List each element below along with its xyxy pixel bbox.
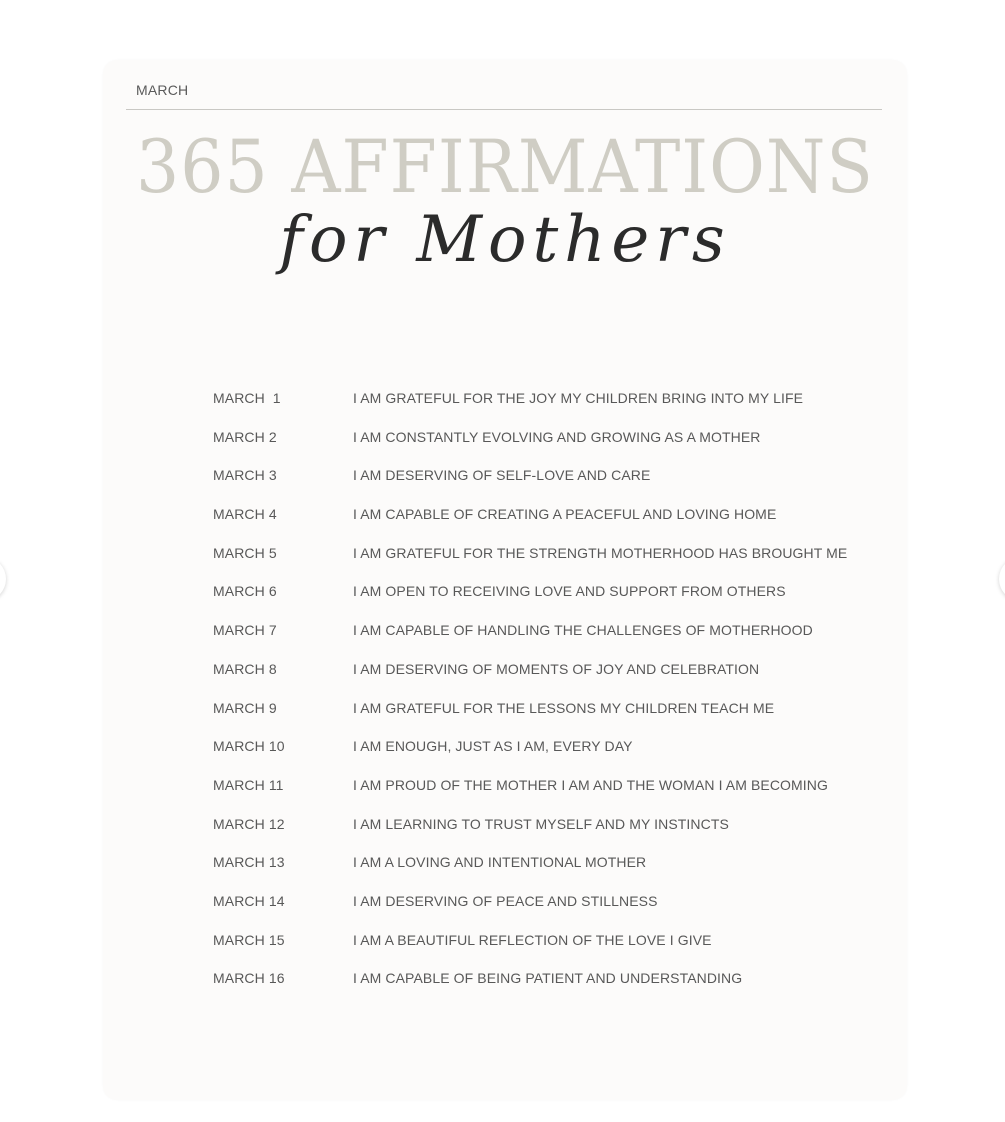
affirmation-text: I AM CAPABLE OF BEING PATIENT AND UNDERSTANDING bbox=[353, 970, 743, 987]
affirmation-date: MARCH 14 bbox=[213, 892, 285, 909]
list-item bbox=[213, 583, 863, 622]
list-item bbox=[213, 390, 863, 429]
affirmation-date: MARCH 4 bbox=[213, 506, 277, 523]
affirmation-text: I AM DESERVING OF MOMENTS OF JOY AND CELEBRATION bbox=[353, 660, 760, 677]
page-title: 365 AFFIRMATIONS bbox=[135, 124, 874, 211]
list-item bbox=[213, 506, 863, 545]
list-item bbox=[213, 970, 863, 1009]
list-item bbox=[213, 854, 863, 893]
affirmation-text: I AM LEARNING TO TRUST MYSELF AND MY INSTINCTS bbox=[353, 815, 729, 832]
list-item bbox=[213, 545, 863, 584]
affirmation-date: MARCH 3 bbox=[213, 467, 277, 484]
previous-page-button[interactable] bbox=[0, 557, 6, 601]
list-item bbox=[213, 467, 863, 506]
affirmation-text: I AM CONSTANTLY EVOLVING AND GROWING AS A MOTHER bbox=[353, 428, 761, 445]
affirmation-date: MARCH 16 bbox=[213, 970, 285, 987]
document-page bbox=[103, 60, 907, 1100]
list-item bbox=[213, 429, 863, 468]
list-item bbox=[213, 622, 863, 661]
affirmation-date: MARCH 8 bbox=[213, 660, 277, 677]
affirmation-date: MARCH 5 bbox=[213, 544, 277, 561]
affirmation-date: MARCH 7 bbox=[213, 622, 277, 639]
list-item bbox=[213, 738, 863, 777]
affirmation-date: MARCH 2 bbox=[213, 428, 277, 445]
affirmation-date: MARCH 9 bbox=[213, 699, 277, 716]
month-header: MARCH bbox=[136, 82, 189, 98]
list-item bbox=[213, 816, 863, 855]
page-subtitle-script: for Mothers bbox=[279, 203, 731, 277]
affirmation-list bbox=[213, 390, 863, 1009]
affirmation-date: MARCH 15 bbox=[213, 931, 285, 948]
affirmation-text: I AM GRATEFUL FOR THE JOY MY CHILDREN BRING INTO MY LIFE bbox=[353, 390, 804, 406]
affirmation-text: I AM OPEN TO RECEIVING LOVE AND SUPPORT FROM OTHERS bbox=[353, 583, 786, 600]
affirmation-text: I AM CAPABLE OF CREATING A PEACEFUL AND LOVING HOME bbox=[353, 506, 777, 523]
affirmation-date: MARCH 1 bbox=[213, 390, 281, 406]
list-item bbox=[213, 932, 863, 971]
affirmation-text: I AM PROUD OF THE MOTHER I AM AND THE WOMAN I AM BECOMING bbox=[353, 776, 829, 793]
header-divider bbox=[126, 109, 882, 110]
affirmation-date: MARCH 13 bbox=[213, 854, 285, 871]
affirmation-text: I AM CAPABLE OF HANDLING THE CHALLENGES OF MOTHERHOOD bbox=[353, 622, 813, 639]
next-page-button[interactable] bbox=[999, 557, 1005, 601]
affirmation-text: I AM DESERVING OF SELF-LOVE AND CARE bbox=[353, 467, 651, 484]
affirmation-date: MARCH 11 bbox=[213, 776, 284, 793]
affirmation-text: I AM GRATEFUL FOR THE STRENGTH MOTHERHOOD HAS BROUGHT ME bbox=[353, 544, 848, 561]
list-item bbox=[213, 893, 863, 932]
affirmation-date: MARCH 6 bbox=[213, 583, 277, 600]
list-item bbox=[213, 661, 863, 700]
affirmation-text: I AM A BEAUTIFUL REFLECTION OF THE LOVE I GIVE bbox=[353, 931, 712, 948]
affirmation-text: I AM DESERVING OF PEACE AND STILLNESS bbox=[353, 892, 658, 909]
list-item bbox=[213, 777, 863, 816]
affirmation-date: MARCH 12 bbox=[213, 815, 285, 832]
affirmation-text: I AM ENOUGH, JUST AS I AM, EVERY DAY bbox=[353, 738, 633, 755]
list-item bbox=[213, 700, 863, 739]
affirmation-text: I AM A LOVING AND INTENTIONAL MOTHER bbox=[353, 854, 647, 871]
affirmation-text: I AM GRATEFUL FOR THE LESSONS MY CHILDREN TEACH ME bbox=[353, 699, 775, 716]
affirmation-date: MARCH 10 bbox=[213, 738, 285, 755]
